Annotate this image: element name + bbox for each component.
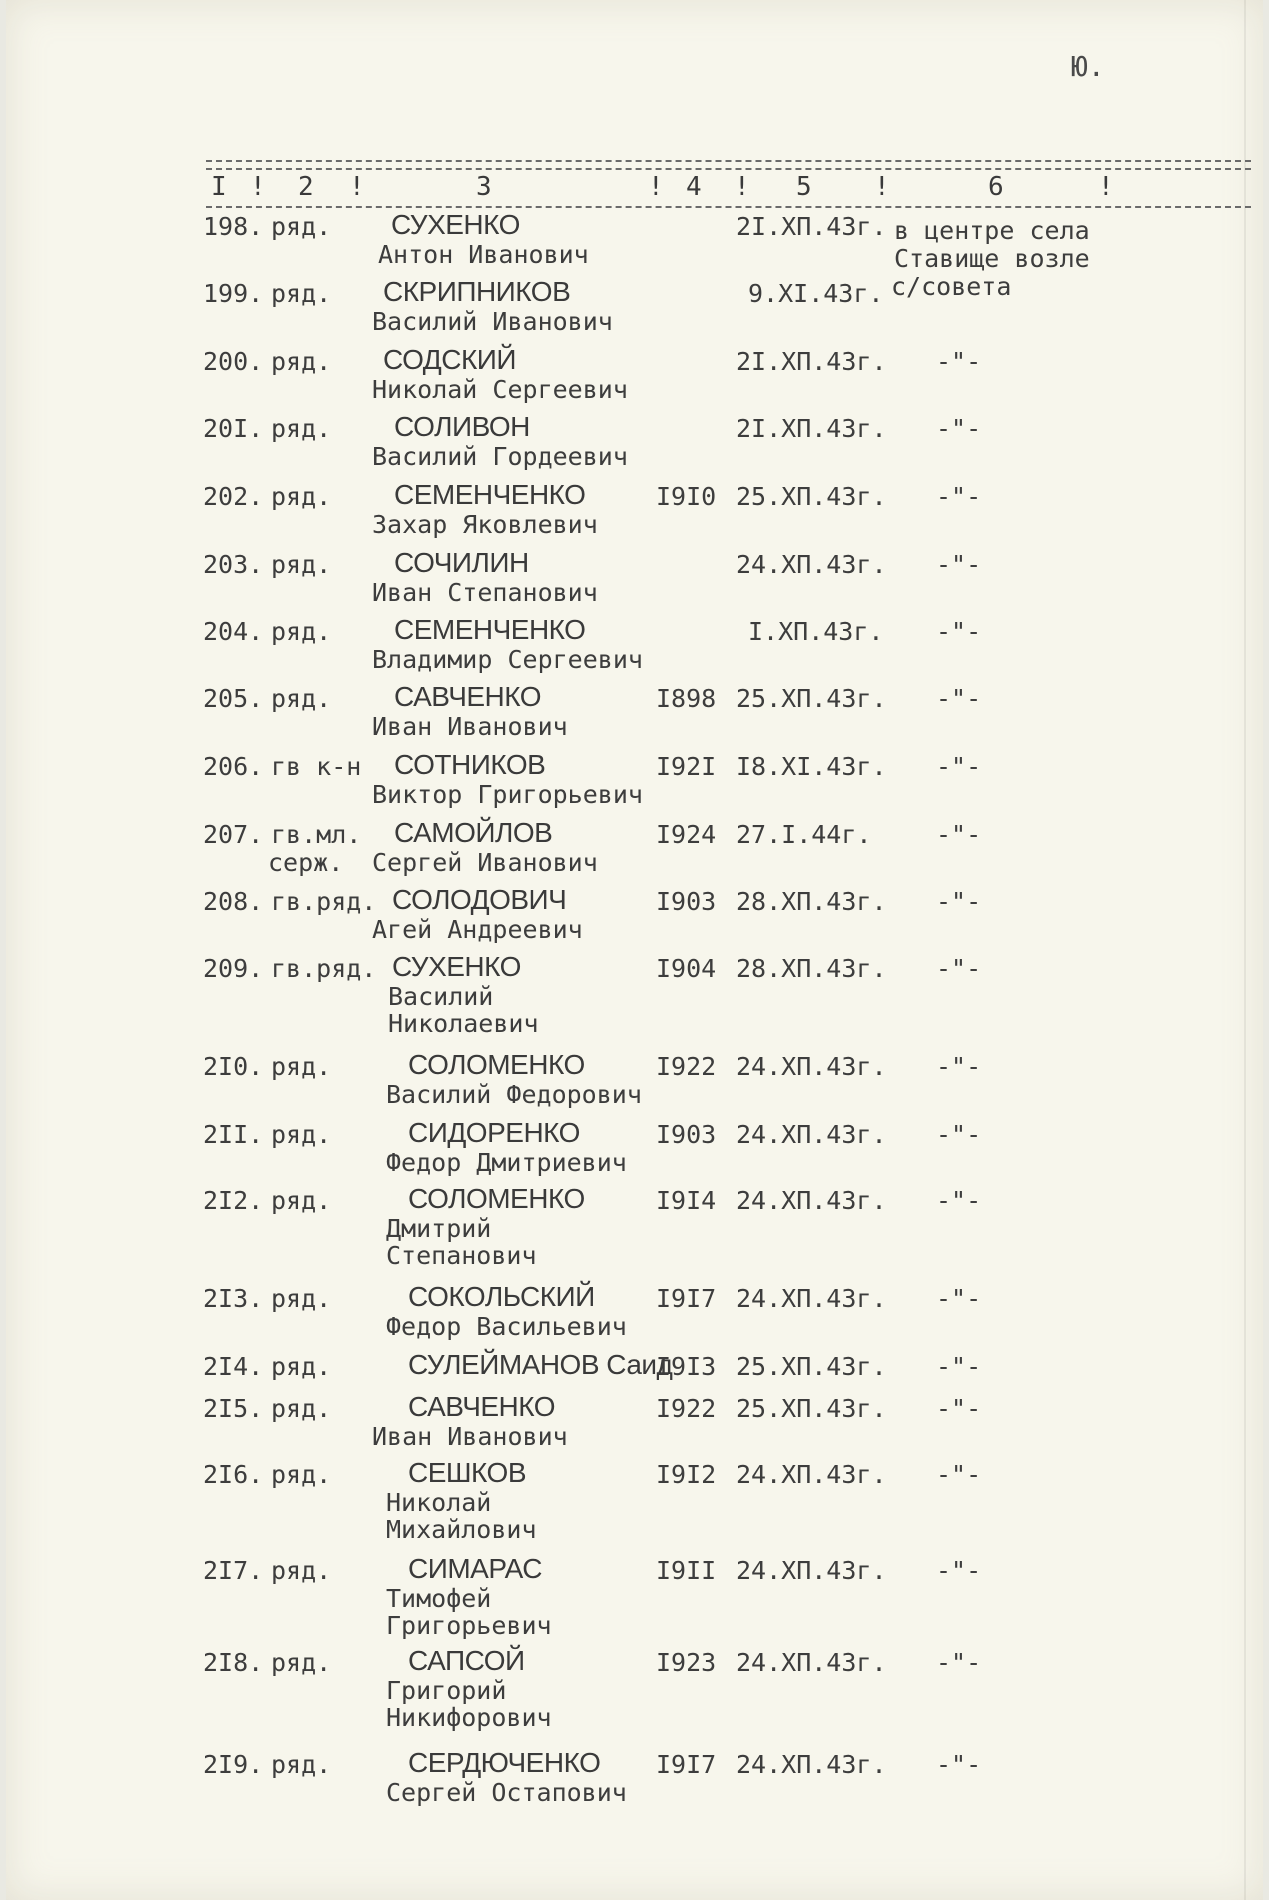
row-number: 2II. <box>203 1120 264 1149</box>
birth-year: I922 <box>656 1052 717 1081</box>
row-number: 2I9. <box>203 1750 264 1779</box>
surname: СОЛИВОН <box>394 411 530 442</box>
burial-place: -"- <box>936 1052 982 1081</box>
death-date: 24.ХП.43г. <box>736 1460 887 1489</box>
col-separator: ! <box>734 172 750 202</box>
rank: ряд. <box>271 1052 332 1081</box>
header-top-rule <box>206 160 1251 162</box>
rank: ряд. <box>271 414 332 443</box>
death-date: 25.ХП.43г. <box>736 482 887 511</box>
row-number: 2I2. <box>203 1186 264 1215</box>
row-number: 204. <box>203 617 264 646</box>
col-header-2: 2 <box>298 172 314 202</box>
rank: ряд. <box>271 684 332 713</box>
rank: ряд. <box>271 1120 332 1149</box>
given-name-line: Никифорович <box>386 1703 552 1732</box>
death-date: 9.ХI.43г. <box>748 279 884 308</box>
burial-place: -"- <box>936 1284 982 1313</box>
death-date: 24.ХП.43г. <box>736 550 887 579</box>
burial-place: -"- <box>936 347 982 376</box>
birth-year: I9I7 <box>656 1284 717 1313</box>
burial-place: -"- <box>936 1352 982 1381</box>
birth-year: I9I7 <box>656 1750 717 1779</box>
burial-place: -"- <box>936 1460 982 1489</box>
given-name-line: Григорий <box>386 1676 507 1705</box>
col-separator: ! <box>648 172 664 202</box>
col-separator: ! <box>250 172 266 202</box>
row-number: 2I6. <box>203 1460 264 1489</box>
given-name-line: Агей Андреевич <box>372 915 583 944</box>
given-name-line: Михайлович <box>386 1515 537 1544</box>
col-header-3: 3 <box>476 172 492 202</box>
row-number: 2I0. <box>203 1052 264 1081</box>
given-name-line: Владимир Сергеевич <box>372 645 643 674</box>
birth-year: I9I2 <box>656 1460 717 1489</box>
col-header-5: 5 <box>796 172 812 202</box>
place-note-line-3: с/совета <box>891 272 1012 301</box>
burial-place: -"- <box>936 482 982 511</box>
death-date: 2I.ХП.43г. <box>736 212 887 241</box>
rank: ряд. <box>271 212 332 241</box>
given-name-line: Степанович <box>386 1241 537 1270</box>
row-number: 2I5. <box>203 1394 264 1423</box>
rank: гв.ряд. <box>271 887 377 916</box>
header-bottom-rule <box>206 206 1251 208</box>
given-name-line: Тимофей <box>386 1584 492 1613</box>
burial-place: -"- <box>936 820 982 849</box>
row-number: 20I. <box>203 414 264 443</box>
row-number: 203. <box>203 550 264 579</box>
surname: СЕМЕНЧЕНКО <box>394 479 586 510</box>
rank: ряд. <box>271 1186 332 1215</box>
death-date: 27.I.44г. <box>736 820 872 849</box>
burial-place: -"- <box>936 684 982 713</box>
given-name-line: Иван Иванович <box>372 1422 568 1451</box>
death-date: 2I.ХП.43г. <box>736 347 887 376</box>
surname: СОКОЛЬСКИЙ <box>408 1281 595 1312</box>
surname: СКРИПНИКОВ <box>383 276 571 307</box>
burial-place: -"- <box>936 1394 982 1423</box>
surname: СОДСКИЙ <box>383 344 517 375</box>
given-name-line: Федор Васильевич <box>386 1312 627 1341</box>
row-number: 206. <box>203 752 264 781</box>
death-date: 25.ХП.43г. <box>736 684 887 713</box>
place-note-line-1: в центре села <box>894 216 1090 245</box>
death-date: 28.ХП.43г. <box>736 887 887 916</box>
given-name-line: Василий Федорович <box>386 1080 642 1109</box>
surname: СУХЕНКО <box>391 209 520 240</box>
death-date: 25.ХП.43г. <box>736 1394 887 1423</box>
birth-year: I9I0 <box>656 482 717 511</box>
surname: САВЧЕНКО <box>394 681 542 712</box>
surname: СОТНИКОВ <box>394 749 546 780</box>
burial-place: -"- <box>936 617 982 646</box>
surname: СЕШКОВ <box>408 1457 527 1488</box>
rank: ряд. <box>271 550 332 579</box>
col-header-6: 6 <box>988 172 1004 202</box>
burial-place: -"- <box>936 1750 982 1779</box>
birth-year: I9I3 <box>656 1352 717 1381</box>
surname: СОЧИЛИН <box>394 547 529 578</box>
death-date: 24.ХП.43г. <box>736 1750 887 1779</box>
given-name-line: Сергей Иванович <box>372 848 598 877</box>
document-page <box>6 0 1263 1900</box>
row-number: 207. <box>203 820 264 849</box>
surname: СОЛОДОВИЧ <box>392 884 567 915</box>
burial-place: -"- <box>936 414 982 443</box>
given-name-line: Виктор Григорьевич <box>372 780 643 809</box>
rank: ряд. <box>271 1750 332 1779</box>
birth-year: I903 <box>656 887 717 916</box>
surname: САВЧЕНКО <box>408 1391 556 1422</box>
col-separator: ! <box>1098 172 1114 202</box>
rank: ряд. <box>271 1394 332 1423</box>
given-name-line: Василий Иванович <box>372 307 613 336</box>
birth-year: I92I <box>656 752 717 781</box>
rank: ряд. <box>271 347 332 376</box>
birth-year: I923 <box>656 1648 717 1677</box>
place-note-line-2: Ставище возле <box>894 244 1090 273</box>
row-number: 2I4. <box>203 1352 264 1381</box>
given-name-line: Дмитрий <box>386 1214 492 1243</box>
col-separator: ! <box>874 172 890 202</box>
burial-place: -"- <box>936 887 982 916</box>
death-date: 2I.ХП.43г. <box>736 414 887 443</box>
burial-place: -"- <box>936 1556 982 1585</box>
row-number: 202. <box>203 482 264 511</box>
row-number: 199. <box>203 279 264 308</box>
row-number: 208. <box>203 887 264 916</box>
given-name-line: Николай <box>386 1488 492 1517</box>
burial-place: -"- <box>936 752 982 781</box>
birth-year: I904 <box>656 954 717 983</box>
given-name-line: Григорьевич <box>386 1611 552 1640</box>
surname: СИДОРЕНКО <box>408 1117 580 1148</box>
death-date: 24.ХП.43г. <box>736 1284 887 1313</box>
surname: СУХЕНКО <box>392 951 521 982</box>
death-date: I8.ХI.43г. <box>736 752 887 781</box>
death-date: 24.ХП.43г. <box>736 1120 887 1149</box>
death-date: 24.ХП.43г. <box>736 1186 887 1215</box>
given-name-line: Федор Дмитриевич <box>386 1148 627 1177</box>
burial-place: -"- <box>936 1186 982 1215</box>
given-name-line: Иван Степанович <box>372 578 598 607</box>
death-date: 24.ХП.43г. <box>736 1556 887 1585</box>
burial-place: -"- <box>936 1648 982 1677</box>
rank: гв к-н <box>271 752 362 781</box>
row-number: 2I8. <box>203 1648 264 1677</box>
birth-year: I9I4 <box>656 1186 717 1215</box>
rank: ряд. <box>271 1556 332 1585</box>
rank: ряд. <box>271 1284 332 1313</box>
rank: ряд. <box>271 1460 332 1489</box>
rank: ряд. <box>271 482 332 511</box>
birth-year: I924 <box>656 820 717 849</box>
birth-year: I9II <box>656 1556 717 1585</box>
surname: СОЛОМЕНКО <box>408 1183 585 1214</box>
given-name-line: Иван Иванович <box>372 712 568 741</box>
col-header-4: 4 <box>686 172 702 202</box>
row-number: 2I7. <box>203 1556 264 1585</box>
given-name-line: Василий Гордеевич <box>372 442 628 471</box>
surname: САМОЙЛОВ <box>394 817 553 848</box>
surname: САПСОЙ <box>408 1645 525 1676</box>
rank: ряд. <box>271 1648 332 1677</box>
col-header-1: I <box>211 172 227 202</box>
rank: гв.мл. <box>271 820 362 849</box>
death-date: I.ХП.43г. <box>748 617 884 646</box>
row-number: 200. <box>203 347 264 376</box>
birth-year: I903 <box>656 1120 717 1149</box>
given-name-line: Захар Яковлевич <box>372 510 598 539</box>
burial-place: -"- <box>936 954 982 983</box>
death-date: 24.ХП.43г. <box>736 1648 887 1677</box>
death-date: 25.ХП.43г. <box>736 1352 887 1381</box>
given-name-line: Василий <box>388 982 494 1011</box>
given-name-line: Николай Сергеевич <box>372 375 628 404</box>
birth-year: I898 <box>656 684 717 713</box>
row-number: 209. <box>203 954 264 983</box>
rank: ряд. <box>271 617 332 646</box>
page-number: Ю. <box>1071 50 1105 83</box>
burial-place: -"- <box>936 1120 982 1149</box>
given-name-line: Антон Иванович <box>378 240 589 269</box>
row-number: 198. <box>203 212 264 241</box>
death-date: 28.ХП.43г. <box>736 954 887 983</box>
rank: гв.ряд. <box>271 954 377 983</box>
rank: ряд. <box>271 279 332 308</box>
surname: СОЛОМЕНКО <box>408 1049 585 1080</box>
surname: СЕМЕНЧЕНКО <box>394 614 586 645</box>
col-separator: ! <box>349 172 365 202</box>
paper-fold-shadow <box>1244 0 1246 1900</box>
death-date: 24.ХП.43г. <box>736 1052 887 1081</box>
row-number: 205. <box>203 684 264 713</box>
surname: СЕРДЮЧЕНКО <box>408 1747 601 1778</box>
given-name-line: Сергей Остапович <box>386 1778 627 1807</box>
surname: СИМАРАС <box>408 1553 542 1584</box>
birth-year: I922 <box>656 1394 717 1423</box>
given-name-line: Николаевич <box>388 1009 539 1038</box>
surname: СУЛЕЙМАНОВ Саид <box>408 1349 673 1380</box>
row-number: 2I3. <box>203 1284 264 1313</box>
burial-place: -"- <box>936 550 982 579</box>
rank-line-2: серж. <box>268 848 344 877</box>
rank: ряд. <box>271 1352 332 1381</box>
header-top-rule-2 <box>206 168 1251 170</box>
